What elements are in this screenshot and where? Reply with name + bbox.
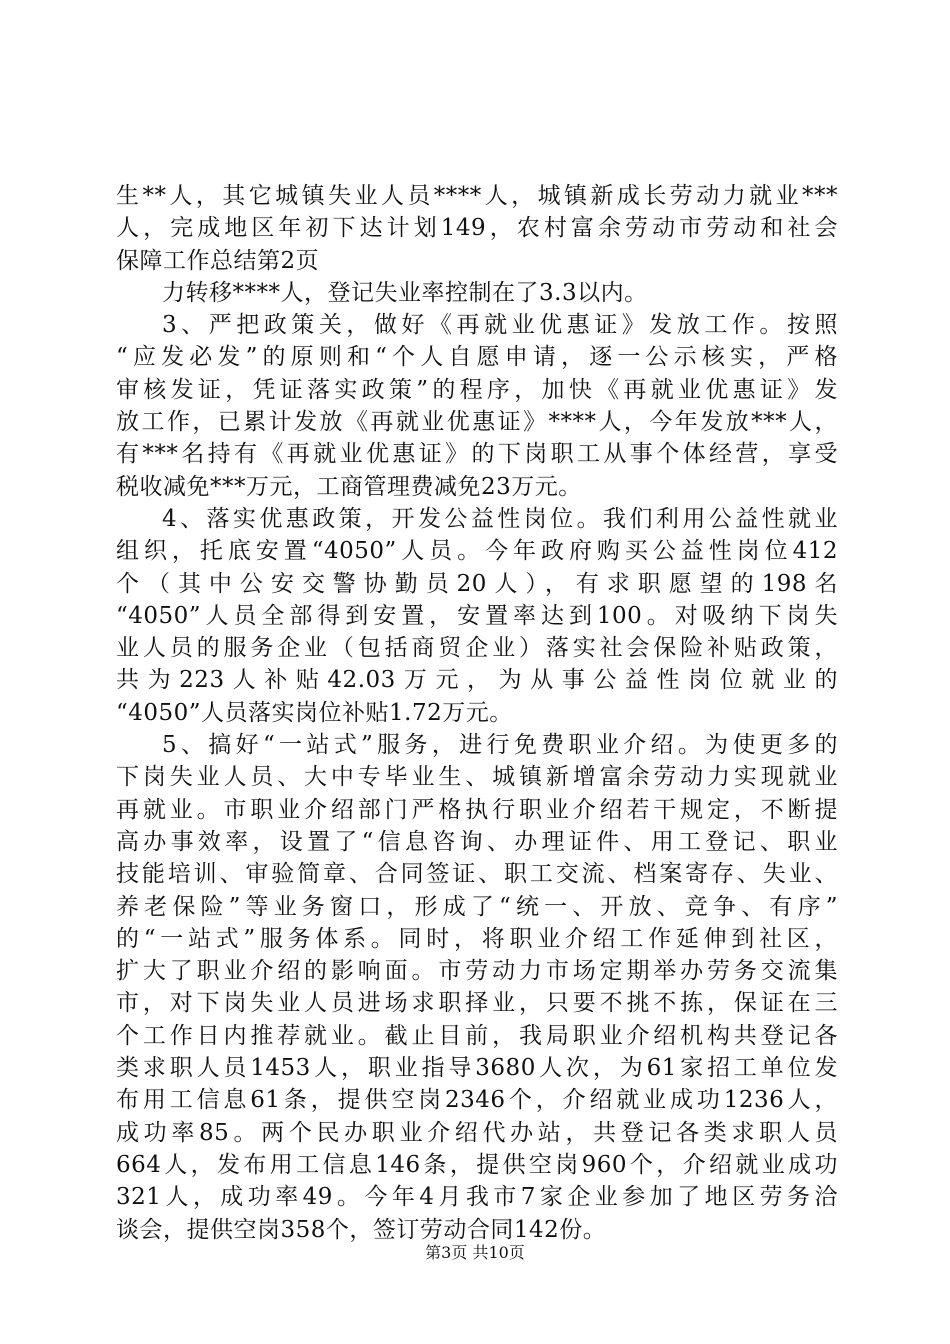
text-line: 养老保险”等业务窗口，形成了“统一、开放、竞争、有序” [116, 893, 838, 920]
text-line: 成功率85。两个民办职业介绍代办站，共登记各类求职人员 [116, 1119, 838, 1146]
text-line: 3、严把政策关，做好《再就业优惠证》发放工作。按照 [162, 312, 838, 339]
text-line: 共为223人补贴42.03万元，为从事公益性岗位就业的 [116, 667, 838, 694]
text-line: 组织，托底安置“4050”人员。今年政府购买公益性岗位412 [116, 538, 838, 565]
text-line: 的“一站式”服务体系。同时，将职业介绍工作延伸到社区， [116, 925, 838, 952]
text-line: 下岗失业人员、大中专毕业生、城镇新增富余劳动力实现就业 [116, 764, 838, 791]
text-line: “4050”人员全部得到安置，安置率达到100。对吸纳下岗失 [116, 602, 838, 629]
document-body [116, 180, 838, 1246]
text-line: 321人，成功率49。今年4月我市7家企业参加了地区劳务洽 [116, 1184, 838, 1211]
text-line: 类求职人员1453人，职业指导3680人次，为61家招工单位发 [116, 1055, 838, 1082]
text-line: 审核发证，凭证落实政策”的程序，加快《再就业优惠证》发 [116, 376, 838, 403]
text-line: 生**人，其它城镇失业人员****人，城镇新成长劳动力就业*** [116, 183, 838, 209]
text-line: 市，对下岗失业人员进场求职择业，只要不挑不拣，保证在三 [116, 990, 838, 1017]
text-line: 业人员的服务企业（包括商贸企业）落实社会保险补贴政策， [116, 635, 838, 662]
text-line: 技能培训、审验简章、合同签证、职工交流、档案寄存、失业、 [116, 861, 838, 888]
text-line: “应发必发”的原则和“个人自愿申请，逐一公示核实，严格 [116, 344, 838, 371]
text-line: 有***名持有《再就业优惠证》的下岗职工从事个体经营，享受 [116, 441, 838, 468]
text-line: “4050”人员落实岗位补贴1.72万元。 [116, 699, 513, 726]
text-line: 放工作，已累计发放《再就业优惠证》****人，今年发放***人， [116, 409, 838, 436]
text-line: 4、落实优惠政策，开发公益性岗位。我们利用公益性就业 [162, 505, 838, 532]
text-line: 664人，发布用工信息146条，提供空岗960个，介绍就业成功 [116, 1151, 838, 1178]
text-line: 再就业。市职业介绍部门严格执行职业介绍若干规定，不断提 [116, 796, 838, 823]
text-line: 个（其中公安交警协勤员20人），有求职愿望的198名 [116, 570, 838, 597]
text-line: 人，完成地区年初下达计划149，农村富余劳动市劳动和社会 [116, 215, 838, 242]
text-line: 税收减免***万元，工商管理费减免23万元。 [116, 473, 582, 500]
text-line: 扩大了职业介绍的影响面。市劳动力市场定期举办劳务交流集 [116, 958, 838, 985]
text-line: 布用工信息61条，提供空岗2346个，介绍就业成功1236人， [116, 1087, 838, 1114]
text-line: 高办事效率，设置了“信息咨询、办理证件、用工登记、职业 [116, 828, 838, 855]
text-line: 个工作日内推荐就业。截止目前，我局职业介绍机构共登记各 [116, 1022, 838, 1049]
text-line: 5、搞好“一站式”服务，进行免费职业介绍。为使更多的 [162, 732, 838, 759]
page-footer: 第3页 共10页 [425, 1243, 525, 1262]
text-line: 保障工作总结第2页 [116, 247, 320, 274]
text-line: 力转移****人，登记失业率控制在了3.3以内。 [162, 279, 648, 306]
text-line: 谈会，提供空岗358个，签订劳动合同142份。 [116, 1216, 607, 1243]
